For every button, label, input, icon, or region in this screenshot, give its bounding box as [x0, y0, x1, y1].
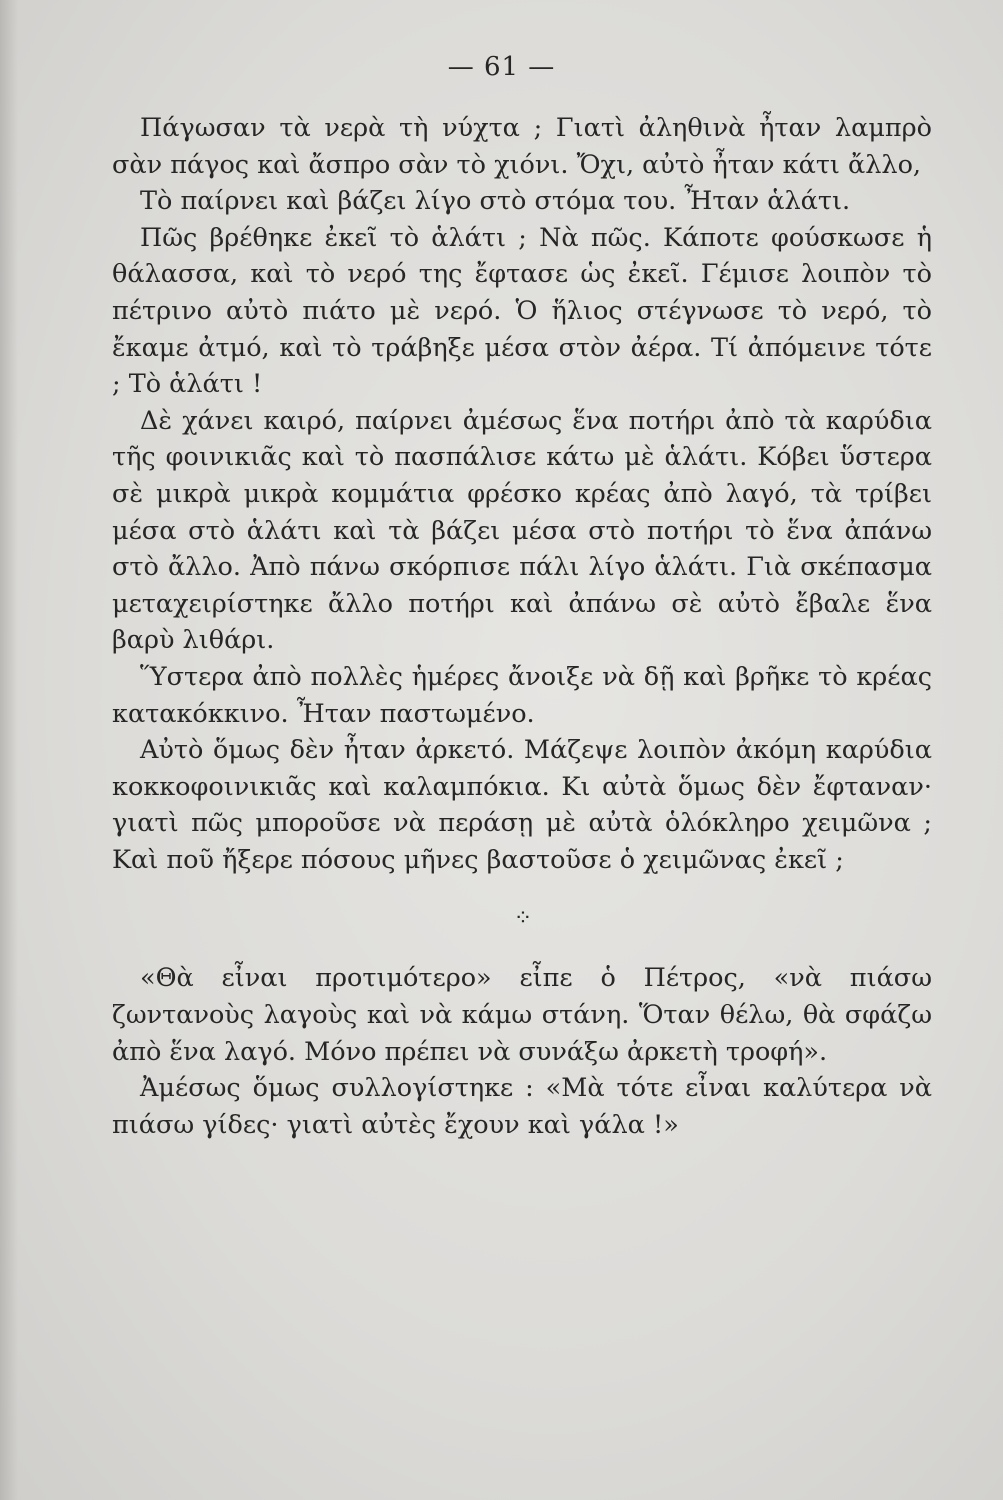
- paragraph: Πάγωσαν τὰ νερὰ τὴ νύχτα ; Γιατὶ ἀληθινὰ ἦταν λαμπρὸ σὰν πάγος καὶ ἄσπρο σὰν τὸ χιόνι. Ὄχι, αὐτὸ ἦταν κάτι ἄλλο,: [112, 113, 932, 180]
- paragraph: Ὕστερα ἀπὸ πολλὲς ἡμέρες ἄνοιξε νὰ δῇ καὶ βρῆκε τὸ κρέας κατακόκκινο. Ἦταν παστωμένο.: [112, 661, 932, 729]
- page-body: [112, 110, 932, 1143]
- page-number: — 61 —: [447, 52, 556, 82]
- paragraph: Αὐτὸ ὅμως δὲν ἦταν ἀρκετό. Μάζεψε λοιπὸν ἀκόμη καρύδια κοκκοφοινικιᾶς καὶ καλαμπόκια. Κι αὐτὰ ὅμως δὲν ἔφταναν· γιατὶ πῶς μποροῦσε νὰ περάσῃ μὲ αὐτὰ ὁλόκληρο χειμῶνα ; Καὶ ποῦ ἤξερε πόσους μῆνες βαστοῦσε ὁ χειμῶνας ἐκεῖ ;: [112, 735, 932, 875]
- paragraph: Τὸ παίρνει καὶ βάζει λίγο στὸ στόμα του. Ἦταν ἁλάτι.: [140, 186, 851, 217]
- paragraph: Ἀμέσως ὅμως συλλογίστηκε : «Μὰ τότε εἶναι καλύτερα νὰ πιάσω γίδες· γιατὶ αὐτὲς ἔχουν καὶ γάλα !»: [112, 1073, 932, 1140]
- paragraph: «Θὰ εἶναι προτιμότερο» εἶπε ὁ Πέτρος, «νὰ πιάσω ζωντανοὺς λαγοὺς καὶ νὰ κάμω στάνη. Ὅταν θέλω, θὰ σφάζω ἀπὸ ἕνα λαγό. Μόνο πρέπει νὰ συνάξω ἀρκετὴ τροφή».: [112, 963, 932, 1067]
- paragraph: Δὲ χάνει καιρό, παίρνει ἀμέσως ἕνα ποτήρι ἀπὸ τὰ καρύδια τῆς φοινικιᾶς καὶ τὸ πασπάλισε κάτω μὲ ἁλάτι. Κόβει ὕστερα σὲ μικρὰ μικρὰ κομμάτια φρέσκο κρέας ἀπὸ λαγό, τὰ τρίβει μέσα στὸ ἁλάτι καὶ τὰ βάζει μέσα στὸ ποτήρι τὸ ἕνα ἀπάνω στὸ ἄλλο. Ἀπὸ πάνω σκόρπισε πάλι λίγο ἁλάτι. Γιὰ σκέπασμα μεταχειρίστηκε ἄλλο ποτήρι καὶ ἀπάνω σὲ αὐτὸ ἔβαλε ἕνα βαρὺ λιθάρι.: [112, 405, 932, 656]
- paragraph: Πῶς βρέθηκε ἐκεῖ τὸ ἁλάτι ; Νὰ πῶς. Κάποτε φούσκωσε ἡ θάλασσα, καὶ τὸ νερό της ἔφτασε ὡς ἐκεῖ. Γέμισε λοιπὸν τὸ πέτρινο αὐτὸ πιάτο μὲ νερό. Ὁ ἥλιος στέγνωσε τὸ νερό, τὸ ἔκαμε ἀτμό, καὶ τὸ τράβηξε μέσα στὸν ἀέρα. Τί ἀπόμεινε τότε ; Τὸ ἁλάτι !: [112, 222, 932, 400]
- section-ornament: ⁘: [513, 906, 531, 932]
- page-edge-shadow: [0, 0, 18, 1500]
